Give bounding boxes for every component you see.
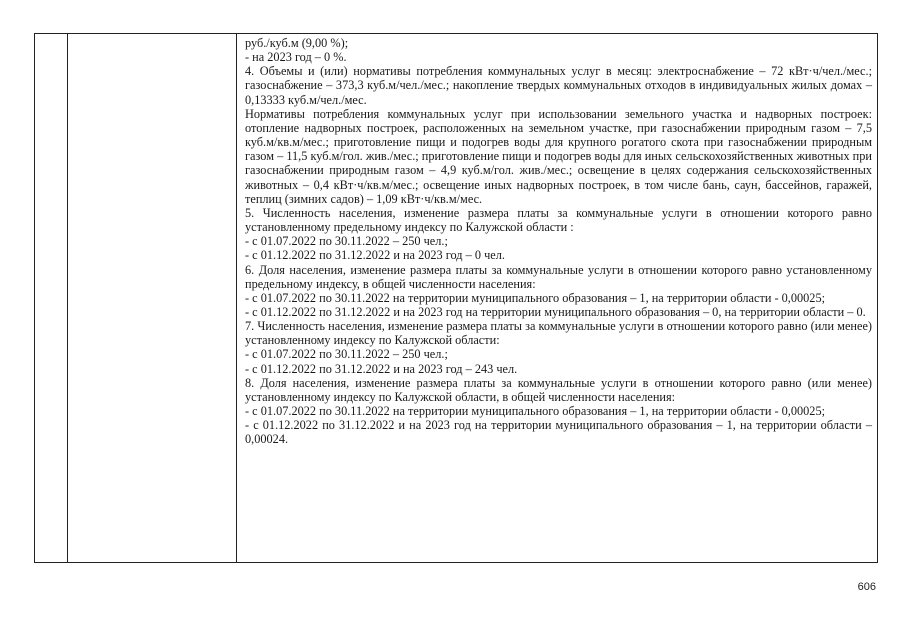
table-frame (34, 33, 878, 563)
paragraph: руб./куб.м (9,00 %); (245, 36, 349, 50)
page-number: 606 (857, 581, 876, 593)
paragraph: - с 01.12.2022 по 31.12.2022 и на 2023 год – 0 чел. (245, 248, 505, 263)
paragraph: 6. Доля населения, изменение размера платы за коммунальные услуги в отношении которого равно установленному предельному индексу, в общей численности населения: (245, 262, 872, 291)
paragraph: 8. Доля населения, изменение размера платы за коммунальные услуги в отношении которого равно (или менее) установленному индексу по Калужской области, в общей численности населения: (245, 375, 872, 404)
paragraph: - с 01.07.2022 по 30.11.2022 на территории муниципального образования – 1, на территории области - 0,00025; (245, 404, 826, 419)
paragraph: - с 01.07.2022 по 30.11.2022 на территории муниципального образования – 1, на территории области - 0,00025; (245, 290, 826, 305)
paragraph: - на 2023 год – 0 %. (245, 50, 347, 65)
paragraph: - с 01.12.2022 по 31.12.2022 и на 2023 год на территории муниципального образования – 0, на территории области – 0. (245, 304, 866, 319)
paragraph: - с 01.07.2022 по 30.11.2022 – 250 чел.; (245, 234, 448, 249)
paragraph: - с 01.07.2022 по 30.11.2022 – 250 чел.; (245, 347, 448, 362)
paragraph: 5. Численность населения, изменение размера платы за коммунальные услуги в отношении которого равно установленному предельному индексу по Калужской области : (245, 205, 872, 235)
paragraph: 7. Численность населения, изменение размера платы за коммунальные услуги в отношении которого равно (или менее) установленному индексу по Калужской области: (245, 319, 872, 348)
paragraph: 4. Объемы и (или) нормативы потребления коммунальных услуг в месяц: электроснабжение – 72 кВт·ч/чел./мес.; газоснабжение – 373,3 куб.м/чел./мес.; накопление твердых коммунальных отходов в индивидуальных жилых домах – 0,13333 куб.м/чел./мес. (245, 64, 872, 107)
paragraph: Нормативы потребления коммунальных услуг при использовании земельного участка и надворных построек: отопление надворных построек, расположенных на земельном участке, при газоснабжении природным газом – 7,5 куб.м/кв.м/мес.; приготовление пищи и подогрев воды для крупного рогатого скота при газоснабжении природным газом – 11,5 куб.м/гол. жив./мес.; приготовление пищи и подогрев воды для иных сельскохозяйственных животных при газоснабжении природным газом – 4,9 куб.м/гол. жив./мес.; освещение в целях содержания сельскохозяйственных животных – 0,4 кВт·ч/кв.м/мес.; освещение иных надворных построек, в том числе бань, саун, бассейнов, гаражей, теплиц (зимних садов) – 1,09 кВт·ч/кв.м/мес. (245, 106, 872, 206)
column-divider-2 (236, 34, 237, 562)
table-cell-content (245, 36, 872, 447)
column-divider-1 (67, 34, 68, 562)
paragraph: - с 01.12.2022 по 31.12.2022 и на 2023 год на территории муниципального образования – 1, на территории области – 0,00024. (245, 418, 872, 447)
paragraph: - с 01.12.2022 по 31.12.2022 и на 2023 год – 243 чел. (245, 361, 518, 376)
